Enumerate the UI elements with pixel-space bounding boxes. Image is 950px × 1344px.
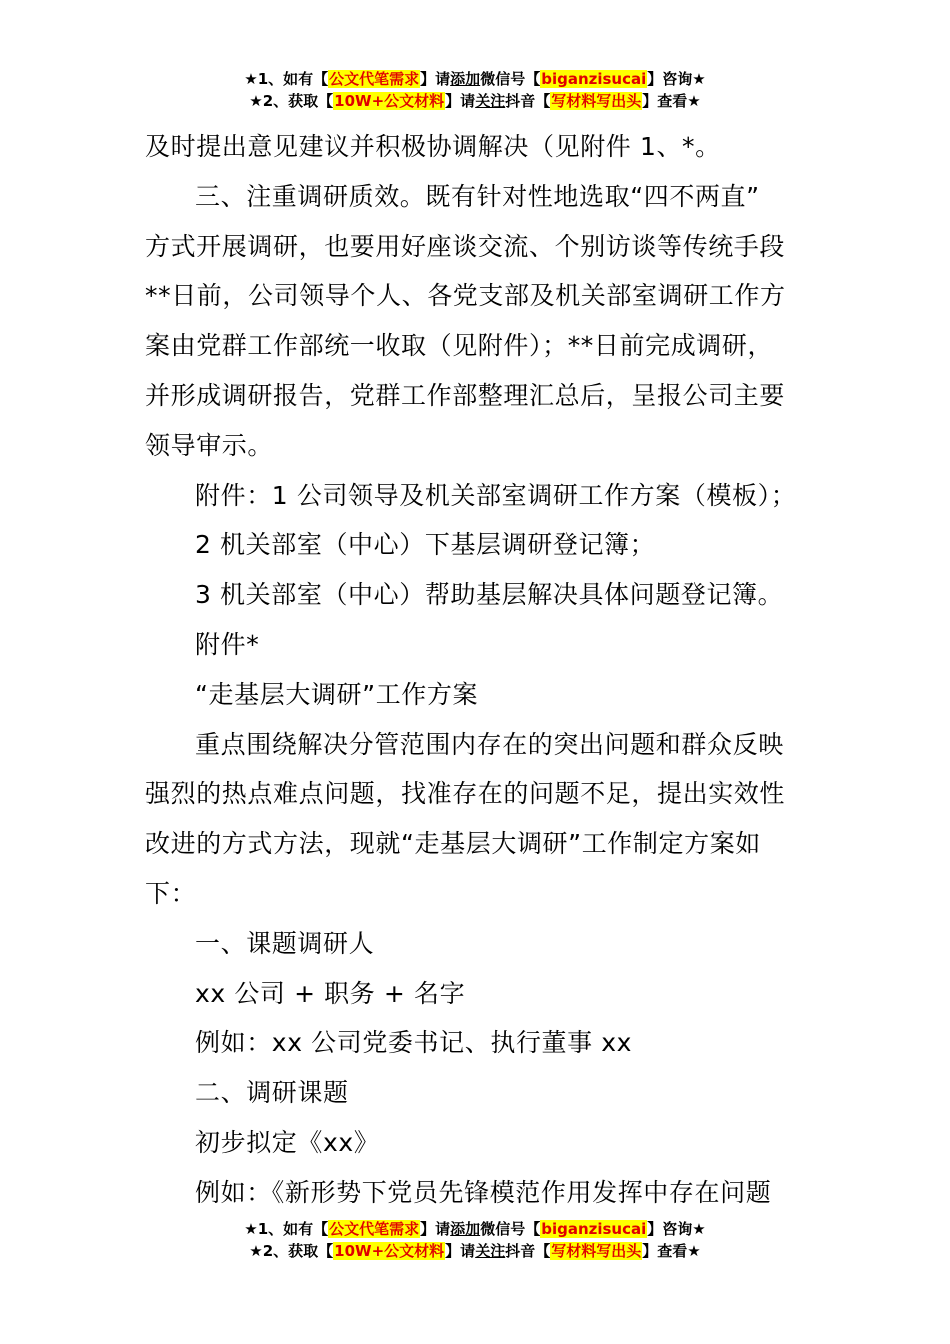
text-line: 改进的方式方法，现就“走基层大调研”工作制定方案如 — [145, 829, 761, 859]
text-line: 强烈的热点难点问题，找准存在的问题不足，提出实效性 — [145, 779, 786, 809]
text-line: 并形成调研报告，党群工作部整理汇总后，呈报公司主要 — [145, 380, 786, 410]
text-line: 案由党群工作部统一收取（见附件）；**日前完成调研， — [145, 331, 774, 361]
banner-line-2: ★2、获取【10W+公文材料】请关注抖音【写材料写出头】查看★ — [249, 92, 701, 110]
star-icon: ★ — [249, 1242, 263, 1260]
plan-title: “走基层大调研”工作方案 — [195, 679, 479, 709]
highlight-service: 公文代笔需求 — [329, 1220, 420, 1238]
highlight-wechat-id: biganzisucai — [541, 1220, 647, 1238]
star-icon: ★ — [692, 70, 706, 88]
star-icon: ★ — [687, 92, 701, 110]
attachment-line: 附件：1 公司领导及机关部室调研工作方案（模板）； — [195, 480, 797, 510]
star-icon: ★ — [692, 1220, 706, 1238]
text-line: xx 公司 + 职务 + 名字 — [195, 978, 466, 1008]
text-line: 例如：《新形势下党员先锋模范作用发挥中存在问题 — [195, 1177, 772, 1207]
text-line: 及时提出意见建议并积极协调解决（见附件 1、*。 — [145, 132, 721, 161]
highlight-wechat-id: biganzisucai — [541, 70, 647, 88]
bottom-banner — [0, 1218, 950, 1262]
highlight-douyin: 写材料写出头 — [551, 92, 642, 110]
star-icon: ★ — [687, 1242, 701, 1260]
top-banner — [0, 68, 950, 112]
text-line: **日前，公司领导个人、各党支部及机关部室调研工作方 — [145, 281, 786, 311]
highlight-materials: 10W+公文材料 — [334, 92, 445, 110]
text-line: 例如：xx 公司党委书记、执行董事 xx — [195, 1028, 633, 1058]
highlight-douyin: 写材料写出头 — [551, 1242, 642, 1260]
text-line: 方式开展调研，也要用好座谈交流、个别访谈等传统手段 — [145, 231, 786, 261]
text-line: 初步拟定《xx》 — [195, 1127, 380, 1157]
section-heading: 一、课题调研人 — [195, 928, 375, 958]
star-icon: ★ — [244, 70, 258, 88]
star-icon: ★ — [244, 1220, 258, 1238]
attachment-line: 3 机关部室（中心）帮助基层解决具体问题登记簿。 — [195, 580, 784, 610]
section-heading: 三、注重调研质效。既有针对性地选取“四不两直” — [195, 181, 760, 211]
banner-line-1: ★1、如有【公文代笔需求】请添加微信号【biganzisucai】咨询★ — [244, 70, 706, 88]
attachment-line: 2 机关部室（中心）下基层调研登记簿； — [195, 530, 656, 560]
banner-line-1: ★1、如有【公文代笔需求】请添加微信号【biganzisucai】咨询★ — [244, 1220, 706, 1238]
star-icon: ★ — [249, 92, 263, 110]
text-line: 重点围绕解决分管范围内存在的突出问题和群众反映 — [195, 729, 784, 759]
document-body — [145, 122, 810, 1218]
highlight-service: 公文代笔需求 — [329, 70, 420, 88]
text-line: 下： — [145, 878, 197, 908]
text-line: 领导审示。 — [145, 430, 274, 460]
highlight-materials: 10W+公文材料 — [334, 1242, 445, 1260]
banner-line-2: ★2、获取【10W+公文材料】请关注抖音【写材料写出头】查看★ — [249, 1242, 701, 1260]
attachment-label: 附件* — [195, 629, 260, 659]
section-heading: 二、调研课题 — [195, 1078, 349, 1108]
